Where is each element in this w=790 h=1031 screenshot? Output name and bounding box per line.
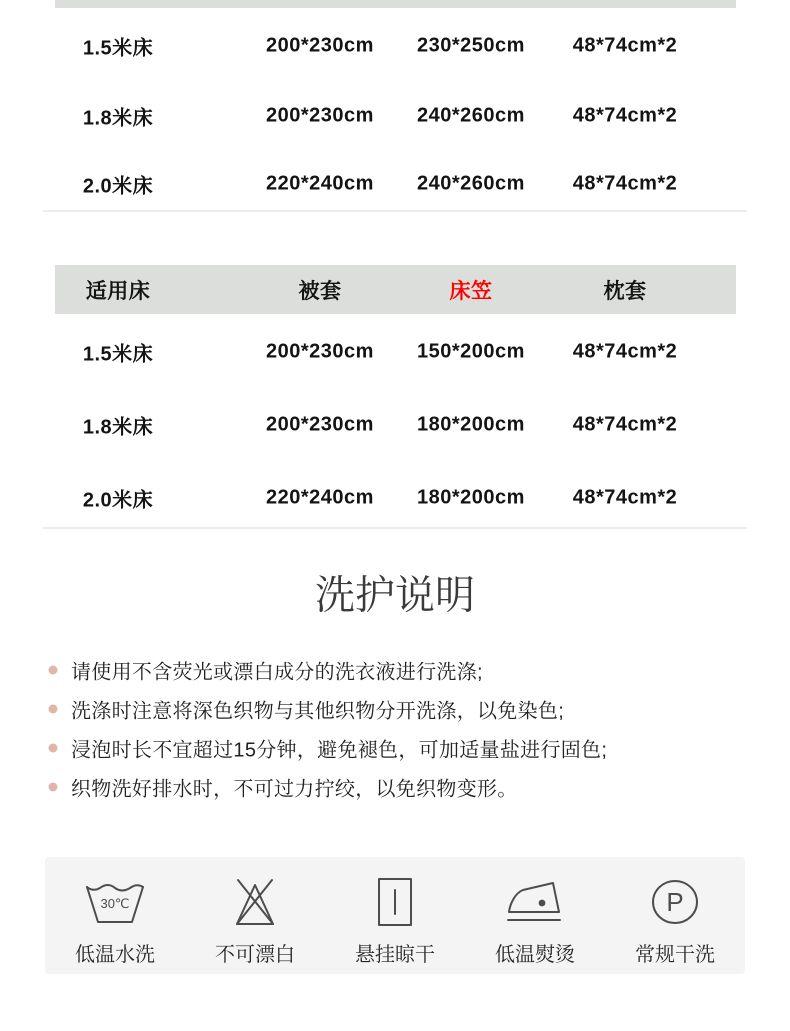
- bullet-dot: [49, 744, 58, 753]
- table-cell-sheet-size: 240*260cm: [417, 172, 525, 195]
- section-divider: [43, 527, 747, 529]
- table-cell-bed-size: 1.5米床: [82, 37, 154, 60]
- no-bleach-icon: [229, 874, 281, 929]
- table-cell-duvet-size: 220*240cm: [266, 486, 374, 509]
- care-label: 低温水洗: [75, 944, 155, 966]
- table-cell-bed-size: 2.0米床: [82, 175, 154, 198]
- wash-tip: 洗涤时注意将深色织物与其他织物分开洗涤，以免染色;: [71, 700, 565, 723]
- care-item-dry: [325, 857, 465, 974]
- wash-tub-30-icon: [85, 874, 145, 929]
- table-cell-fitted-sheet-size: 180*200cm: [417, 486, 525, 509]
- table-cell-fitted-sheet-size: 180*200cm: [417, 413, 525, 436]
- table-cell-bed-size: 1.8米床: [82, 416, 154, 439]
- column-header-bed: 适用床: [85, 280, 151, 303]
- wash-tip: 浸泡时长不宜超过15分钟，避免褪色，可加适量盐进行固色;: [71, 739, 608, 762]
- care-label: 悬挂晾干: [355, 944, 435, 966]
- table-cell-pillow-size: 48*74cm*2: [572, 486, 678, 509]
- cropped-table-header-strip: [55, 0, 736, 8]
- hang-dry-icon: [370, 874, 420, 929]
- care-item-iron: [465, 857, 605, 974]
- bullet-dot: [49, 783, 58, 792]
- table-cell-sheet-size: 230*250cm: [417, 34, 525, 57]
- care-item-dry-clean: [605, 857, 745, 974]
- care-label: 低温熨烫: [495, 944, 575, 966]
- table-cell-duvet-size: 200*230cm: [266, 340, 374, 363]
- table-cell-bed-size: 2.0米床: [82, 489, 154, 512]
- dry-clean-icon: [649, 874, 701, 929]
- table-cell-fitted-sheet-size: 150*200cm: [417, 340, 525, 363]
- care-label: 不可漂白: [215, 944, 295, 966]
- bullet-dot: [49, 666, 58, 675]
- iron-low-heat-icon: [503, 874, 567, 929]
- table-cell-duvet-size: 200*230cm: [266, 104, 374, 127]
- table-cell-duvet-size: 220*240cm: [266, 172, 374, 195]
- table-cell-bed-size: 1.5米床: [82, 343, 154, 366]
- wash-tip: 请使用不含荧光或漂白成分的洗衣液进行洗涤;: [71, 661, 483, 684]
- table-cell-duvet-size: 200*230cm: [266, 34, 374, 57]
- table-cell-pillow-size: 48*74cm*2: [572, 34, 678, 57]
- svg-text:30℃: 30℃: [100, 895, 130, 911]
- table-cell-pillow-size: 48*74cm*2: [572, 172, 678, 195]
- wash-care-section-title: 洗护说明: [315, 573, 475, 618]
- table-cell-sheet-size: 240*260cm: [417, 104, 525, 127]
- section-divider: [43, 210, 747, 212]
- svg-text:P: P: [666, 886, 684, 917]
- care-item-bleach: [185, 857, 325, 974]
- bullet-dot: [49, 705, 58, 714]
- care-symbols-panel: [45, 857, 745, 974]
- table-cell-duvet-size: 200*230cm: [266, 413, 374, 436]
- wash-tip: 织物洗好排水时，不可过力拧绞，以免织物变形。: [71, 778, 518, 801]
- care-item-wash: [45, 857, 185, 974]
- care-label: 常规干洗: [635, 944, 715, 966]
- table-cell-pillow-size: 48*74cm*2: [572, 104, 678, 127]
- column-header-fitted-sheet-highlighted: 床笠: [449, 280, 493, 303]
- table-cell-pillow-size: 48*74cm*2: [572, 340, 678, 363]
- table-cell-pillow-size: 48*74cm*2: [572, 413, 678, 436]
- column-header-pillowcase: 枕套: [603, 280, 647, 303]
- table-cell-bed-size: 1.8米床: [82, 107, 154, 130]
- column-header-duvet-cover: 被套: [298, 280, 342, 303]
